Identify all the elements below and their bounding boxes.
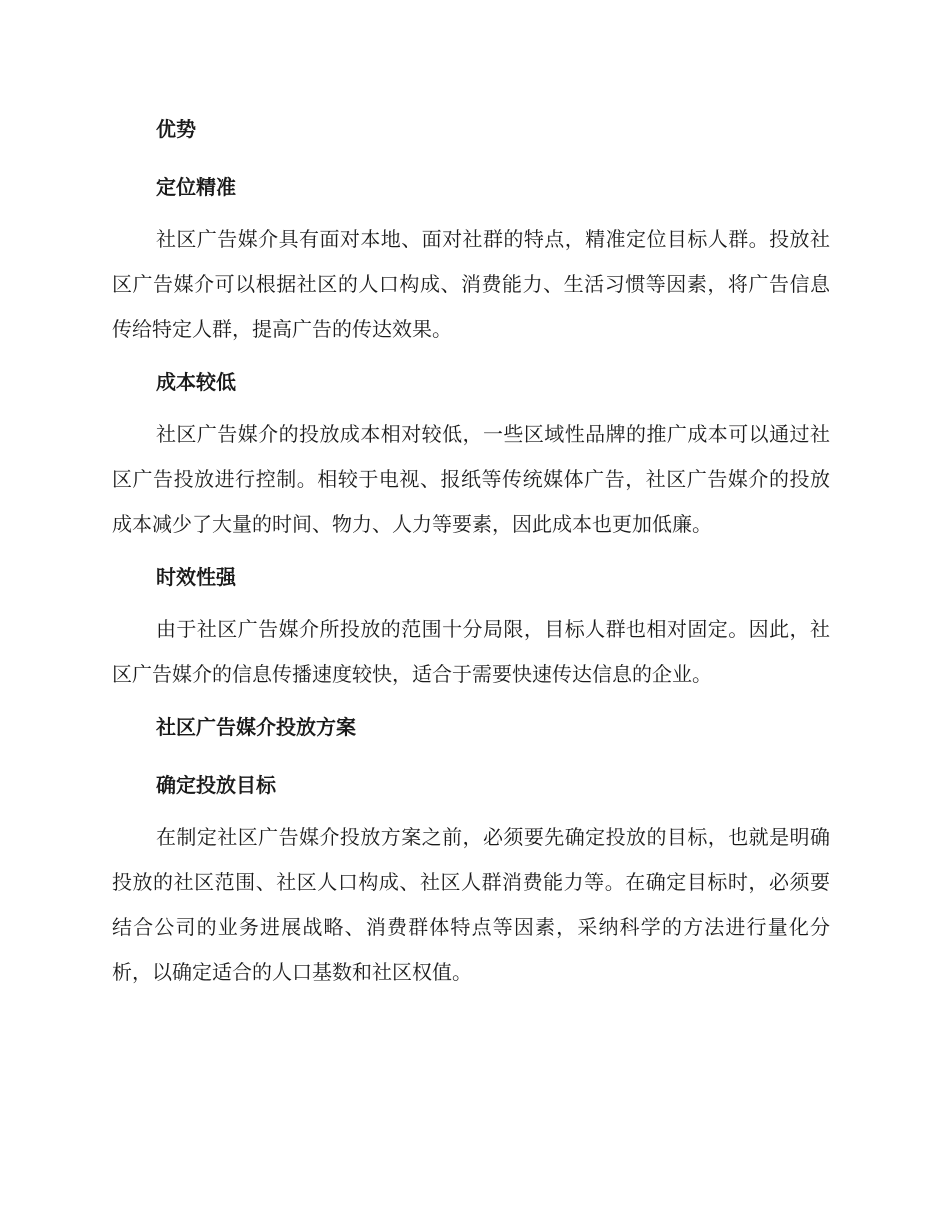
heading-timeliness: 时效性强 — [156, 565, 236, 589]
paragraph-low-cost: 社区广告媒介的投放成本相对较低，一些区域性品牌的推广成本可以通过社区广告投放进行控制。相较于电视、报纸等传统媒体广告，社区广告媒介的投放成本减少了大量的时间、物力、人力等要素，因此成本也更加低廉。 — [112, 422, 830, 536]
paragraph-set-goals: 在制定社区广告媒介投放方案之前，必须要先确定投放的目标，也就是明确投放的社区范围、社区人口构成、社区人群消费能力等。在确定目标时，必须要结合公司的业务进展战略、消费群体特点等因素，采纳科学的方法进行量化分析，以确定适合的人口基数和社区权值。 — [112, 825, 830, 984]
paragraph-timeliness: 由于社区广告媒介所投放的范围十分局限，目标人群也相对固定。因此，社区广告媒介的信息传播速度较快，适合于需要快速传达信息的企业。 — [112, 617, 830, 686]
heading-precise-targeting: 定位精准 — [156, 175, 236, 199]
heading-placement-plan: 社区广告媒介投放方案 — [156, 715, 356, 739]
heading-advantages: 优势 — [156, 117, 196, 141]
document-body — [112, 112, 830, 995]
heading-low-cost: 成本较低 — [156, 370, 236, 394]
paragraph-precise-targeting: 社区广告媒介具有面对本地、面对社群的特点，精准定位目标人群。投放社区广告媒介可以根据社区的人口构成、消费能力、生活习惯等因素，将广告信息传给特定人群，提高广告的传达效果。 — [112, 227, 830, 341]
heading-set-goals: 确定投放目标 — [156, 773, 276, 797]
